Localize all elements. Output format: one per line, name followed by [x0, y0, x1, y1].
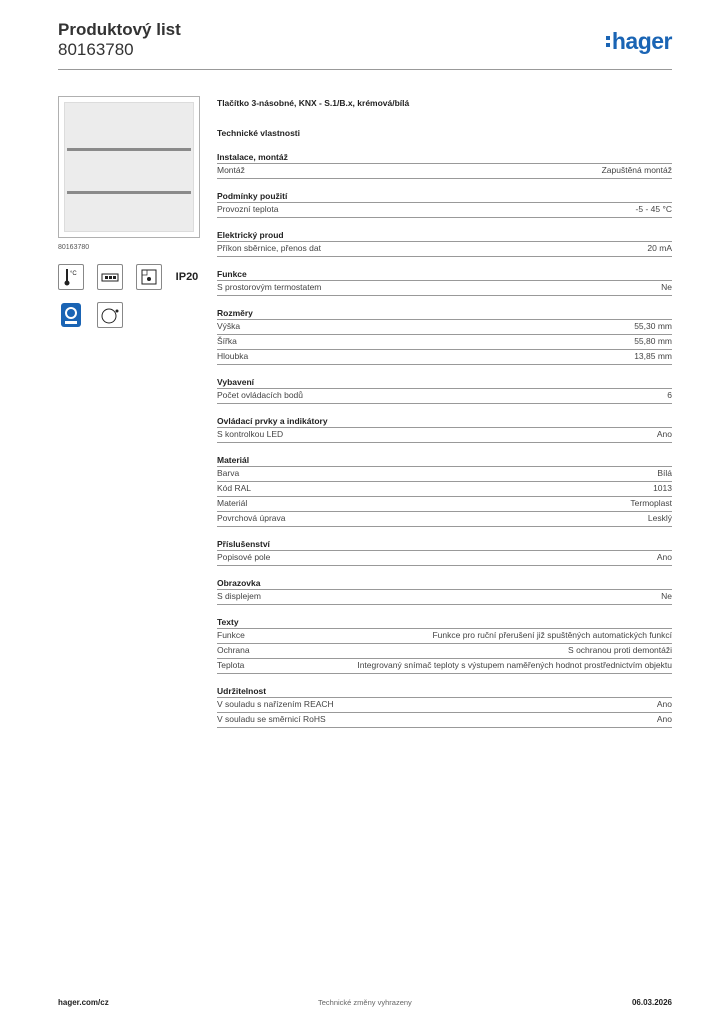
product-image-panel [64, 102, 194, 232]
product-image-divider [67, 148, 191, 151]
spec-row [217, 644, 672, 659]
spec-row [217, 335, 672, 350]
spec-value: Termoplast [630, 498, 672, 508]
hager-logo[interactable] [606, 30, 672, 53]
spec-section [217, 577, 672, 605]
product-number: 80163780 [58, 40, 134, 59]
spec-section-title: Udržitelnost [217, 685, 672, 698]
spec-section [217, 376, 672, 404]
spec-label: Teplota [217, 660, 245, 670]
spec-row [217, 350, 672, 365]
spec-section-title: Elektrický proud [217, 229, 672, 242]
product-name: Tlačítko 3-násobné, KNX - S.1/B.x, krémová/bílá [217, 98, 410, 108]
spec-label: Kód RAL [217, 483, 252, 493]
spec-value: 13,85 mm [634, 351, 672, 361]
spec-row [217, 281, 672, 296]
logo-text: hager [611, 28, 672, 54]
spec-value: 55,30 mm [634, 321, 672, 331]
spec-label: Barva [217, 468, 240, 478]
spec-value: Integrovaný snímač teploty s výstupem naměřených hodnot prostřednictvím objektu [357, 660, 672, 670]
spec-label: Počet ovládacích bodů [217, 390, 304, 400]
footer-website-link[interactable]: hager.com/cz [58, 998, 109, 1007]
spec-section-title: Příslušenství [217, 538, 672, 551]
flush-mount-icon [97, 264, 123, 290]
spec-label: S kontrolkou LED [217, 429, 284, 439]
spec-value: Zapuštěná montáž [601, 165, 672, 175]
spec-section-title: Rozměry [217, 307, 672, 320]
header-divider [58, 69, 672, 70]
spec-value: Ano [656, 552, 672, 562]
spec-section-title: Ovládací prvky a indikátory [217, 415, 672, 428]
screw-fixing-icon [97, 302, 123, 328]
spec-section [217, 190, 672, 218]
spec-label: S displejem [217, 591, 261, 601]
spec-row [217, 590, 672, 605]
environmental-profile-icon [58, 302, 84, 328]
spec-sections [217, 151, 672, 728]
spec-row [217, 389, 672, 404]
spec-section-title: Materiál [217, 454, 672, 467]
spec-section-title: Obrazovka [217, 577, 672, 590]
spec-value: Ano [656, 714, 672, 724]
spec-row [217, 713, 672, 728]
spec-label: Šířka [217, 336, 237, 346]
spec-value: Funkce pro ruční přerušení již spuštěných automatických funkcí [432, 630, 672, 640]
spec-value: -5 - 45 °C [635, 204, 672, 214]
product-image-divider [67, 191, 191, 194]
spec-label: Ochrana [217, 645, 250, 655]
spec-section [217, 415, 672, 443]
spec-row [217, 428, 672, 443]
spec-row [217, 659, 672, 674]
footer-date: 06.03.2026 [631, 998, 672, 1007]
spec-label: S prostorovým termostatem [217, 282, 322, 292]
spec-value: Ne [661, 591, 672, 601]
spec-value: Ano [656, 699, 672, 709]
spec-section [217, 454, 672, 527]
spec-section-title: Podmínky použití [217, 190, 672, 203]
product-image [58, 96, 200, 238]
installation-box-icon [136, 264, 162, 290]
spec-row [217, 698, 672, 713]
spec-value: Lesklý [647, 513, 672, 523]
spec-section [217, 685, 672, 728]
spec-label: Hloubka [217, 351, 249, 361]
spec-row [217, 512, 672, 527]
spec-row [217, 482, 672, 497]
logo-mark-icon [606, 36, 610, 47]
temperature-icon [58, 264, 84, 290]
spec-section [217, 616, 672, 674]
spec-row [217, 242, 672, 257]
spec-value: Ne [661, 282, 672, 292]
spec-label: Příkon sběrnice, přenos dat [217, 243, 321, 253]
spec-row [217, 497, 672, 512]
spec-value: 1013 [653, 483, 672, 493]
spec-label: Montáž [217, 165, 245, 175]
spec-label: Provozní teplota [217, 204, 279, 214]
spec-row [217, 203, 672, 218]
spec-label: V souladu s nařízením REACH [217, 699, 334, 709]
spec-row [217, 629, 672, 644]
spec-section [217, 229, 672, 257]
spec-section-title: Texty [217, 616, 672, 629]
spec-section-title: Instalace, montáž [217, 151, 672, 164]
spec-label: Povrchová úprava [217, 513, 286, 523]
spec-section [217, 151, 672, 179]
spec-section [217, 268, 672, 296]
spec-row [217, 164, 672, 179]
spec-row [217, 551, 672, 566]
spec-value: 6 [667, 390, 672, 400]
spec-value: S ochranou proti demontáži [568, 645, 672, 655]
spec-label: V souladu se směrnicí RoHS [217, 714, 326, 724]
temperature-unit: °C [70, 271, 77, 277]
spec-label: Popisové pole [217, 552, 271, 562]
spec-section [217, 538, 672, 566]
spec-value: 55,80 mm [634, 336, 672, 346]
spec-row [217, 320, 672, 335]
technical-properties [217, 96, 672, 728]
page-title: Produktový list [58, 20, 181, 39]
spec-value: Bílá [657, 468, 672, 478]
spec-row [217, 467, 672, 482]
spec-label: Funkce [217, 630, 245, 640]
spec-label: Výška [217, 321, 241, 331]
spec-value: 20 mA [647, 243, 672, 253]
spec-section [217, 307, 672, 365]
footer-disclaimer: Technické změny vyhrazeny [318, 998, 412, 1007]
spec-section-title: Funkce [217, 268, 672, 281]
spec-label: Materiál [217, 498, 248, 508]
spec-section-title: Vybavení [217, 376, 672, 389]
image-caption: 80163780 [58, 244, 90, 251]
ip20-icon: IP20 [174, 264, 200, 290]
spec-value: Ano [656, 429, 672, 439]
technical-properties-title: Technické vlastnosti [217, 128, 300, 138]
